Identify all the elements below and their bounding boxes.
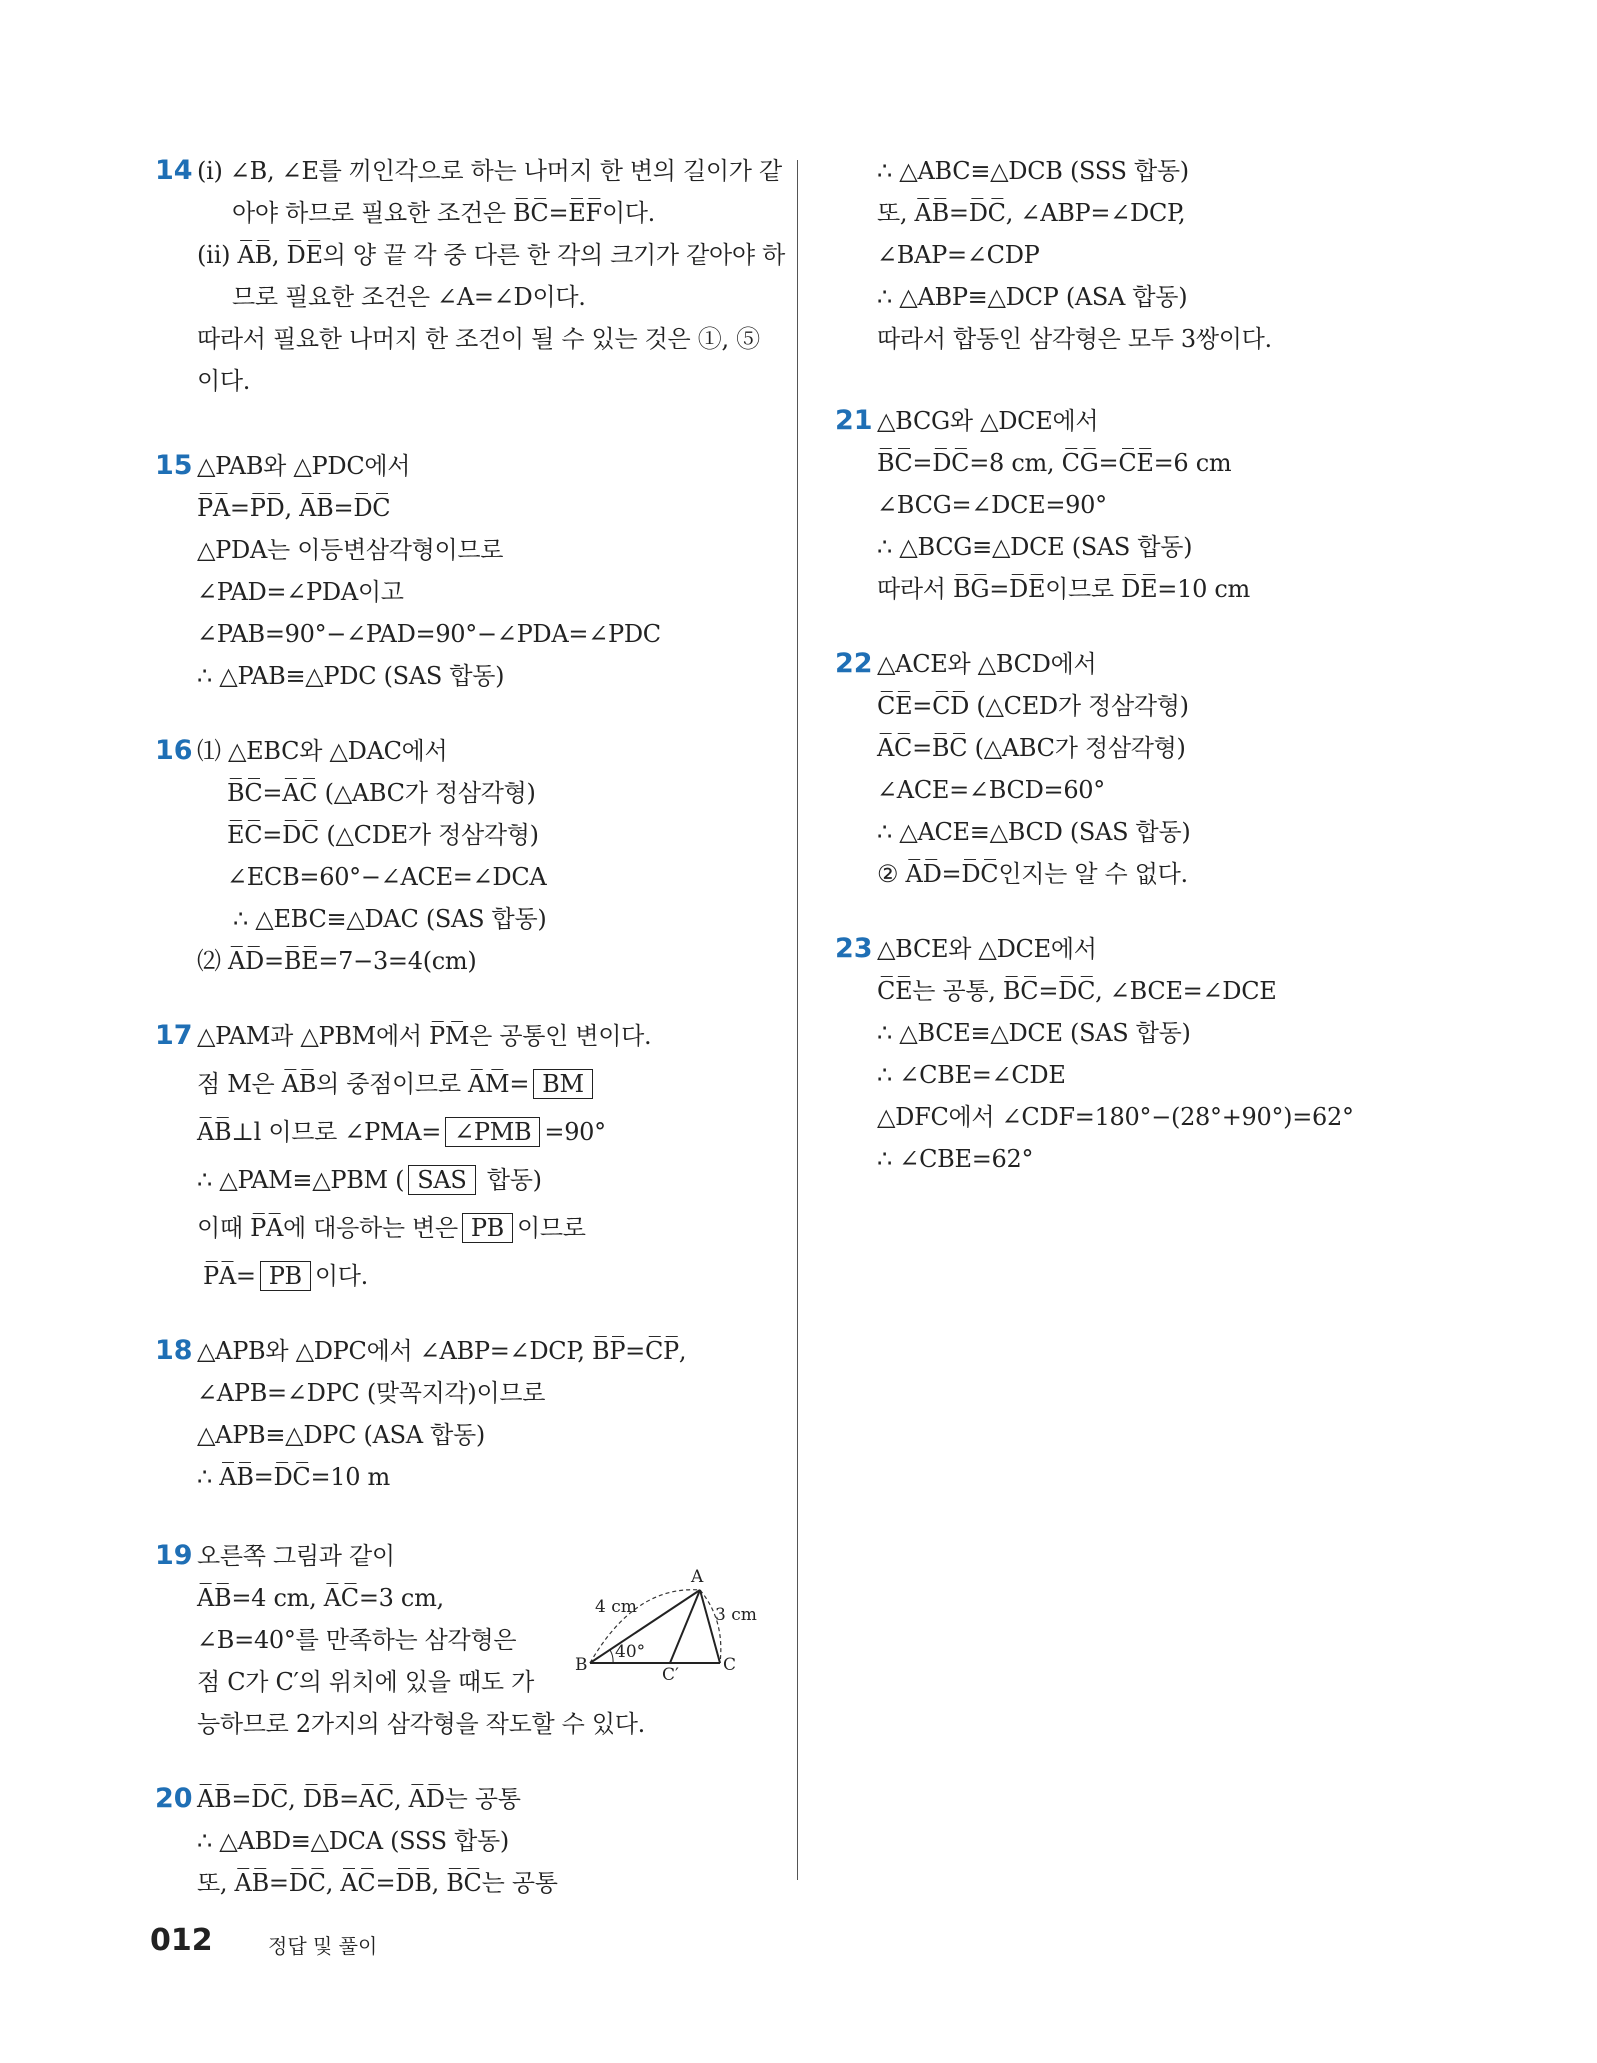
line-text: 따라서 B̅G̅=D̅E̅이므로 D̅E̅=10 cm [877,575,1250,603]
solution-line [877,1054,1066,1096]
line-text-after: 이다. [314,1262,368,1290]
solution-line [197,487,390,529]
solution-line [197,655,504,697]
line-text-after: 이므로 [517,1214,586,1242]
line-text: C̅E̅=C̅D̅ (△CED가 정삼각형) [877,692,1189,720]
solution-line [877,811,1190,853]
solution-line [197,1778,521,1820]
solution-line [197,150,782,192]
solution-line [877,1138,1033,1180]
solution-line [877,643,1096,685]
problem-number: 17 [155,1020,193,1051]
line-text: E̅C̅=D̅C̅ (△CDE가 정삼각형) [227,821,539,849]
solution-line [197,1535,395,1577]
side-ac [700,1590,720,1663]
problem-number: 23 [835,933,873,964]
line-text: ⑵ A̅D̅=B̅E̅=7−3=4(cm) [197,947,477,975]
line-text: △PAM과 △PBM에서 P̅M̅은 공통인 변이다. [197,1022,652,1050]
solution-line [877,568,1250,610]
line-text: ∴ A̅B̅=D̅C̅=10 m [197,1463,391,1491]
solution-line [233,898,546,940]
column-divider [797,160,798,1880]
solution-line [197,571,404,613]
line-text: 또, A̅B̅=D̅C̅, A̅C̅=D̅B̅, B̅C̅는 공통 [197,1869,558,1897]
problem-number: 20 [155,1783,193,1814]
solution-line [227,772,536,814]
label-c: C [723,1655,737,1675]
solution-line [877,276,1187,318]
problem-number: 15 [155,450,193,481]
line-text: B̅C̅=D̅C̅=8 cm, C̅G̅=C̅E̅=6 cm [877,449,1232,477]
line-text: A̅B̅=4 cm, A̅C̅=3 cm, [197,1584,444,1612]
line-text: 따라서 합동인 삼각형은 모두 3쌍이다. [877,325,1272,353]
line-text: 점 C가 C′의 위치에 있을 때도 가 [197,1668,534,1696]
line-text: 아야 하므로 필요한 조건은 B̅C̅=E̅F̅이다. [232,199,655,227]
solution-line [197,1063,597,1105]
line-text: 점 M은 A̅B̅의 중점이므로 A̅M̅= [197,1070,530,1098]
answer-box: SAS [408,1165,475,1195]
line-text: ② A̅D̅=D̅C̅인지는 알 수 없다. [877,860,1188,888]
solution-line [877,442,1231,484]
label-c-prime: C′ [662,1665,679,1685]
solution-line [877,526,1192,568]
solution-line [877,685,1189,727]
label-a: A [691,1567,704,1587]
problem-number: 19 [155,1540,193,1571]
answer-box: P̅B̅ [260,1261,311,1291]
angle-arc [610,1650,613,1663]
triangle-figure [575,1540,770,1690]
solution-line [197,1330,686,1372]
solution-line [197,940,476,982]
line-text: ∠ACE=∠BCD=60° [877,776,1105,804]
line-text: ∴ △ABC≡△DCB (SSS 합동) [877,157,1189,185]
line-text: ∴ △BCE≡△DCE (SAS 합동) [877,1019,1191,1047]
line-text: ∴ △ABP≡△DCP (ASA 합동) [877,283,1188,311]
label-angle: 40° [615,1642,646,1662]
line-text: ∠ECB=60°−∠ACE=∠DCA [227,863,547,891]
solution-line [197,445,410,487]
line-text: ⑴ △EBC와 △DAC에서 [197,737,448,765]
solution-line [197,1111,606,1153]
solution-line [877,150,1189,192]
solution-line [227,856,546,898]
solution-line [877,234,1040,276]
solution-line [232,192,655,234]
line-text: ∴ △ACE≡△BCD (SAS 합동) [877,818,1191,846]
line-text: △BCG와 △DCE에서 [877,407,1099,435]
line-text: C̅E̅는 공통, B̅C̅=D̅C̅, ∠BCE=∠DCE [877,977,1277,1005]
solution-line [197,318,760,360]
solution-line [197,1862,558,1904]
line-text: △PAB와 △PDC에서 [197,452,411,480]
solution-line [197,234,785,276]
problem-number: 16 [155,735,193,766]
line-text: P̅A̅= [203,1262,256,1290]
line-text: ∴ △EBC≡△DAC (SAS 합동) [233,905,547,933]
solution-line [197,1661,534,1703]
solution-line [877,928,1097,970]
solution-line [877,192,1185,234]
solution-line [197,613,661,655]
line-text: △APB≡△DPC (ASA 합동) [197,1421,485,1449]
solution-line [877,318,1272,360]
solution-line [877,1012,1191,1054]
line-text: P̅A̅=P̅D̅, A̅B̅=D̅C̅ [197,494,391,522]
problem-number: 14 [155,155,193,186]
label-b: B [575,1655,588,1675]
solution-line [203,1255,368,1297]
label-ac: 3 cm [715,1605,757,1625]
solution-line [877,1096,1354,1138]
solution-line [197,1207,586,1249]
line-text: 이다. [197,367,251,395]
footer-label: 정답 및 풀이 [268,1934,378,1958]
solution-line [877,853,1188,895]
line-text: ∴ △PAB≡△PDC (SAS 합동) [197,662,505,690]
line-text: A̅B̅=D̅C̅, D̅B̅=A̅C̅, A̅D̅는 공통 [197,1785,521,1813]
solution-line [877,400,1098,442]
solution-line [877,769,1105,811]
line-text: ∠PAD=∠PDA이고 [197,578,404,606]
line-text: 또, A̅B̅=D̅C̅, ∠ABP=∠DCP, [877,199,1186,227]
line-text: ∴ △BCG≡△DCE (SAS 합동) [877,533,1193,561]
problem-number: 18 [155,1335,193,1366]
solution-line [877,484,1107,526]
solution-line [197,1456,390,1498]
solution-line [877,970,1277,1012]
line-text: ∠APB=∠DPC (맞꼭지각)이므로 [197,1379,546,1407]
line-text: (ⅰ) ∠B, ∠E를 끼인각으로 하는 나머지 한 변의 길이가 같 [197,157,782,185]
solution-line [197,1159,542,1201]
line-text-after: 합동) [479,1166,542,1194]
line-text: 므로 필요한 조건은 ∠A=∠D이다. [232,283,586,311]
solution-line [197,1820,509,1862]
line-text: ∠PAB=90°−∠PAD=90°−∠PDA=∠PDC [197,620,661,648]
problem-number: 21 [835,405,873,436]
line-text: ∴ ∠CBE=62° [877,1145,1034,1173]
line-text-after: =90° [544,1118,606,1146]
solution-line [197,529,503,571]
line-text: ∠BAP=∠CDP [877,241,1040,269]
solution-line [877,727,1186,769]
solution-line [197,1015,651,1057]
solution-line [227,814,539,856]
answer-box: B̅M̅ [533,1069,593,1099]
line-text: ∠B=40°를 만족하는 삼각형은 [197,1626,517,1654]
line-text: 능하므로 2가지의 삼각형을 작도할 수 있다. [197,1710,645,1738]
solution-line [232,276,586,318]
solution-line [197,1619,516,1661]
solution-line [197,1414,485,1456]
line-text: ∴ ∠CBE=∠CDE [877,1061,1066,1089]
line-text: △PDA는 이등변삼각형이므로 [197,536,504,564]
line-text: 오른쪽 그림과 같이 [197,1542,395,1570]
line-text: △DFC에서 ∠CDF=180°−(28°+90°)=62° [877,1103,1354,1131]
solution-line [197,360,250,402]
solution-line [197,1577,444,1619]
line-text: (ⅱ) A̅B̅, D̅E̅의 양 끝 각 중 다른 한 각의 크기가 같아야 하 [197,241,786,269]
solution-line [197,1703,645,1745]
line-text: B̅C̅=A̅C̅ (△ABC가 정삼각형) [227,779,536,807]
problem-number: 22 [835,648,873,679]
page-number: 012 [150,1923,213,1958]
line-text: △APB와 △DPC에서 ∠ABP=∠DCP, B̅P̅=C̅P̅, [197,1337,687,1365]
line-text: A̅B̅⊥l 이므로 ∠PMA= [197,1118,442,1146]
solution-line [197,730,447,772]
line-text: ∴ △ABD≡△DCA (SSS 합동) [197,1827,509,1855]
line-text: 따라서 필요한 나머지 한 조건이 될 수 있는 것은 ①, ⑤ [197,325,760,353]
line-text: ∠BCG=∠DCE=90° [877,491,1107,519]
line-text: A̅C̅=B̅C̅ (△ABC가 정삼각형) [877,734,1186,762]
solution-line [197,1372,545,1414]
line-text: △BCE와 △DCE에서 [877,935,1097,963]
answer-box: P̅B̅ [462,1213,513,1243]
line-text: ∴ △PAM≡△PBM ( [197,1166,405,1194]
label-ab: 4 cm [595,1597,637,1617]
line-text: 이때 P̅A̅에 대응하는 변은 [197,1214,458,1242]
answer-box: ∠PMB [445,1117,540,1147]
line-text: △ACE와 △BCD에서 [877,650,1097,678]
